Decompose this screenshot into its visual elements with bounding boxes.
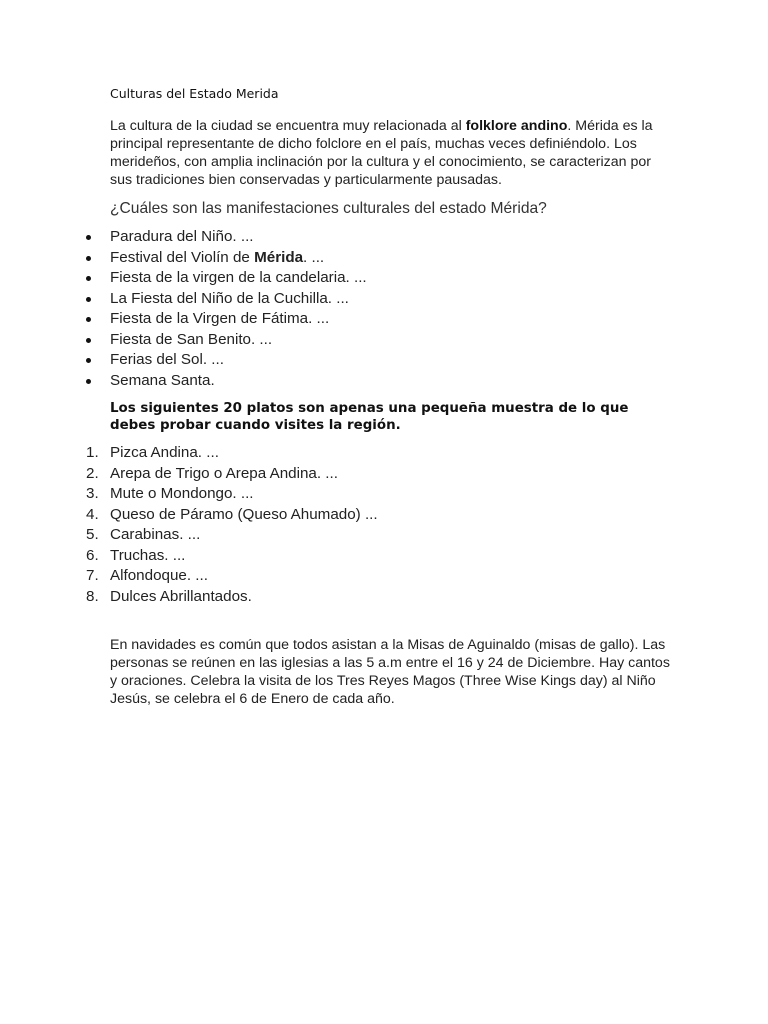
bullet-icon: [86, 256, 91, 261]
list-number: 6.: [86, 546, 99, 564]
intro-paragraph: [110, 117, 670, 189]
bullet-icon: [86, 379, 91, 384]
list-number: 3.: [86, 485, 99, 502]
bullet-icon: [86, 317, 91, 322]
list-item-text: Mute o Mondongo. ...: [110, 485, 254, 502]
list-number: 7.: [86, 567, 99, 584]
closing-paragraph: En navidades es común que todos asistan a la Misas de Aguinaldo (misas de gallo). Las personas se reúnen en las iglesias a las 5 a.m entre el 16 y 24 de Diciembre. Hay cantos y oraciones. Celebra la visita de los Tres Reyes Magos (Three Wise Kings day) al Niño Jesús, se celebra el 6 de Enero de cada año.: [110, 637, 670, 707]
intro-text-end: . Mérida es la principal representante de dicho folclore en el país, muchas veces definiéndolo. Los merideños, con amplia inclinación por la cultura y el conocimiento, se caracterizan por sus tradiciones bien conservadas y particularmente pausadas.: [110, 118, 653, 188]
list-item-text: Paradura del Niño. ...: [110, 228, 254, 245]
list-item-text: Fiesta de la virgen de la candelaria. ...: [110, 269, 367, 286]
list-item-text: Fiesta de la Virgen de Fátima. ...: [110, 310, 330, 327]
dishes-heading: Los siguientes 20 platos son apenas una pequeña muestra de lo que debes probar cuando visites la región.: [110, 401, 629, 433]
list-item-text: Arepa de Trigo o Arepa Andina. ...: [110, 464, 338, 482]
list-item-text: Truchas. ...: [110, 546, 186, 564]
list-item-text: Fiesta de San Benito. ...: [110, 330, 273, 348]
list-item-text-start: Festival del Violín de: [110, 248, 255, 266]
list-item-text-end: . ...: [303, 248, 325, 266]
bullet-icon: [86, 338, 91, 343]
bullet-icon: [86, 235, 91, 240]
list-item-text: Carabinas. ...: [110, 526, 201, 543]
list-item-text: Pizca Andina. ...: [110, 444, 219, 461]
list-number: 5.: [86, 526, 99, 543]
list-number: 8.: [86, 587, 99, 605]
list-item-text: [110, 248, 324, 269]
document-title: Culturas del Estado Merida: [110, 86, 279, 101]
list-item-text: Ferias del Sol. ...: [110, 351, 224, 368]
list-item-bold: Mérida: [254, 248, 304, 266]
manifestations-question: ¿Cuáles son las manifestaciones culturales del estado Mérida?: [110, 200, 547, 217]
list-number: 1.: [86, 444, 99, 461]
list-number: 2.: [86, 464, 99, 482]
list-item-text: La Fiesta del Niño de la Cuchilla. ...: [110, 289, 349, 307]
intro-bold-term: folklore andino: [465, 118, 568, 134]
bullet-icon: [86, 276, 91, 281]
bullet-icon: [86, 358, 91, 363]
list-item-text: Alfondoque. ...: [110, 567, 208, 584]
intro-text-start: La cultura de la ciudad se encuentra muy relacionada al: [110, 118, 466, 134]
list-item-text: Dulces Abrillantados.: [110, 587, 252, 605]
bullet-icon: [86, 297, 91, 302]
list-item-text: Semana Santa.: [110, 371, 215, 389]
list-number: 4.: [86, 505, 99, 523]
list-item-text: Queso de Páramo (Queso Ahumado) ...: [110, 505, 378, 523]
